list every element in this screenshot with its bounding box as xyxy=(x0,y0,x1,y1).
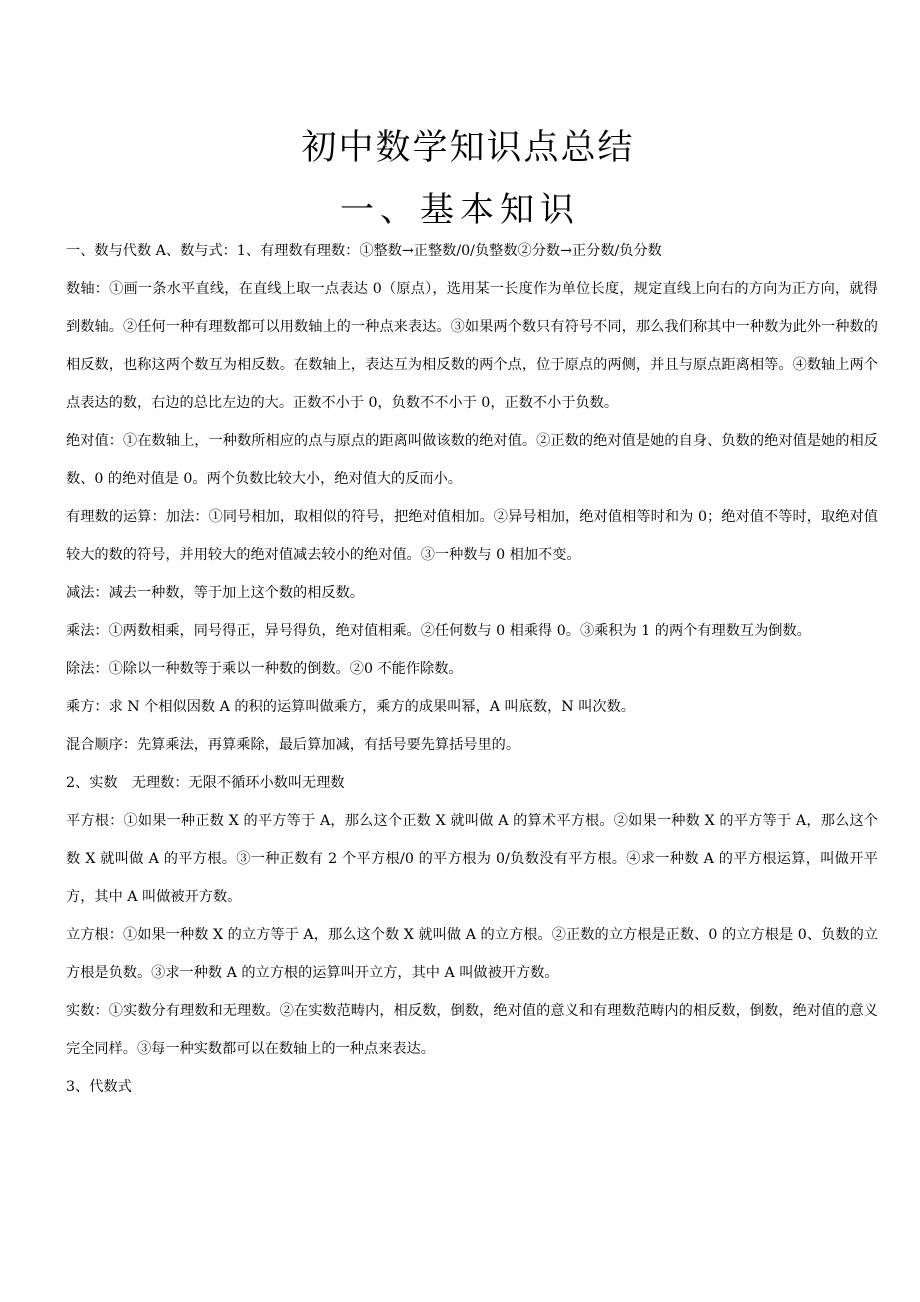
paragraph-division: 除法：①除以一种数等于乘以一种数的倒数。②0 不能作除数。 xyxy=(66,661,463,677)
paragraph-algebraic-expr: 3、代数式 xyxy=(66,1079,132,1095)
paragraph-real-numbers: 2、实数 无理数：无限不循环小数叫无理数 xyxy=(66,775,345,791)
paragraph-multiplication: 乘法：①两数相乘，同号得正，异号得负，绝对值相乘。②任何数与 0 相乘得 0。③乘积为 1 的两个有理数互为倒数。 xyxy=(66,623,811,639)
paragraph-number-line: 数轴：①画一条水平直线，在直线上取一点表达 0（原点），选用某一长度作为单位长度，规定直线上向右的方向为正方向，就得到数轴。②任何一种有理数都可以用数轴上的一种点来表达。③如果两个数只有符号不同，那么我们称其中一种数为此外一种数的相反数，也称这两个数互为相反数。在数轴上，表达互为相反数的两个点，位于原点的两侧，并且与原点距离相等。④数轴上两个点表达的数，右边的总比左边的大。正数不小于 0，负数不不小于 0，正数不小于负数。 xyxy=(66,281,878,411)
paragraph-absolute-value: 绝对值：①在数轴上，一种数所相应的点与原点的距离叫做该数的绝对值。②正数的绝对值是她的自身、负数的绝对值是她的相反数、0 的绝对值是 0。两个负数比较大小，绝对值大的反而小。 xyxy=(66,433,878,487)
paragraph-order: 混合顺序：先算乘法，再算乘除，最后算加减，有括号要先算括号里的。 xyxy=(66,737,521,753)
paragraph-cube-root: 立方根：①如果一种数 X 的立方等于 A，那么这个数 X 就叫做 A 的立方根。②正数的立方根是正数、0 的立方根是 0、负数的立方根是负数。③求一种数 A 的立方根的运算叫开立方，其中 A 叫做被开方数。 xyxy=(66,927,878,981)
paragraph-intro: 一、数与代数 A、数与式：1、有理数有理数：①整数→正整数/0/负整数②分数→正分数/负分数 xyxy=(66,243,662,259)
paragraph-addition: 有理数的运算：加法：①同号相加，取相似的符号，把绝对值相加。②异号相加，绝对值相等时和为 0；绝对值不等时，取绝对值较大的数的符号，并用较大的绝对值减去较小的绝对值。③一种数与 0 相加不变。 xyxy=(66,509,878,563)
section-heading: 一、基本知识 xyxy=(340,190,580,230)
paragraph-power: 乘方：求 N 个相似因数 A 的积的运算叫做乘方，乘方的成果叫幂，A 叫底数，N 叫次数。 xyxy=(66,699,635,715)
document-body xyxy=(66,232,878,1106)
paragraph-subtraction: 减法：减去一种数，等于加上这个数的相反数。 xyxy=(66,585,364,601)
paragraph-square-root: 平方根：①如果一种正数 X 的平方等于 A，那么这个正数 X 就叫做 A 的算术平方根。②如果一种数 X 的平方等于 A，那么这个数 X 就叫做 A 的平方根。③一种正数有 2 个平方根/0 的平方根为 0/负数没有平方根。④求一种数 A 的平方根运算，叫做开平方，其中 A 叫做被开方数。 xyxy=(66,813,878,905)
document-title: 初中数学知识点总结 xyxy=(301,128,635,168)
paragraph-real-number-props: 实数：①实数分有理数和无理数。②在实数范畴内，相反数，倒数，绝对值的意义和有理数范畴内的相反数，倒数，绝对值的意义完全同样。③每一种实数都可以在数轴上的一种点来表达。 xyxy=(66,1003,878,1057)
